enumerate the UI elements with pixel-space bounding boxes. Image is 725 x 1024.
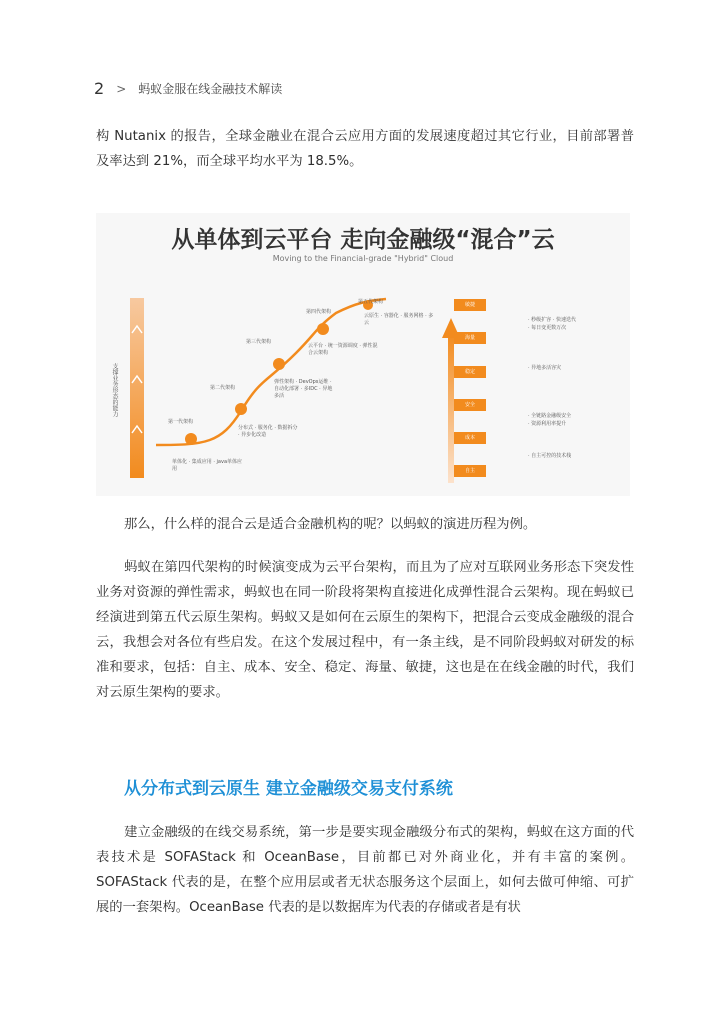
stage-note-1: 单体化 · 集成应用 · java单体应用 bbox=[172, 459, 243, 472]
figure-title: 从单体到云平台 走向金融级“混合”云 bbox=[171, 227, 555, 253]
header-separator: > bbox=[116, 81, 127, 96]
stage-label-3: 第三代架构 bbox=[246, 339, 272, 345]
stage-note-5: 云原生 · 容器化 · 服务网格 · 多云 bbox=[364, 313, 434, 326]
capability-note-2: · 每日变更数万次 bbox=[528, 325, 567, 331]
capability-box-1: 敏捷 bbox=[454, 299, 486, 311]
paragraph-2-text: 那么，什么样的混合云是适合金融机构的呢？以蚂蚁的演进历程为例。 bbox=[124, 517, 537, 532]
stage-label-4: 第四代架构 bbox=[306, 309, 332, 315]
capability-box-2: 海量 bbox=[454, 332, 486, 344]
architecture-evolution-figure bbox=[96, 213, 630, 496]
stage-3-dot bbox=[273, 358, 285, 370]
capability-note-3: · 异地多活容灾 bbox=[528, 365, 562, 371]
page-number: 2 bbox=[94, 79, 105, 98]
stage-note-2: 分布式 · 服务化 · 数据拆分 · 异步化改造 bbox=[238, 425, 298, 438]
stage-label-1: 第一代架构 bbox=[168, 419, 194, 425]
stage-2-dot bbox=[235, 403, 247, 415]
capability-note-6: · 自主可控的技术栈 bbox=[528, 453, 572, 459]
y-axis-label: 支撑业务形态的能力 bbox=[111, 363, 118, 417]
stage-note-4: 云平台 · 统一资源调度 · 弹性混合云架构 bbox=[308, 343, 378, 356]
paragraph-3-text: 蚂蚁在第四代架构的时候演变成为云平台架构，而且为了应对互联网业务形态下突发性业务对资源的弹性需求，蚂蚁也在同一阶段将架构直接进化成弹性混合云架构。现在蚂蚁已经演进到第五代云原生架构。蚂蚁又是如何在云原生的架构下，把混合云变成金融级的混合云，我想会对各位有些启发。在这个发展过程中，有一条主线，是不同阶段蚂蚁对研发的标准和要求，包括：自主、成本、安全、稳定、海量、敏捷，这也是在在线金融的时代，我们对云原生架构的要求。 bbox=[96, 560, 634, 700]
header-title: 蚂蚁金服在线金融技术解读 bbox=[138, 82, 283, 96]
paragraph-4 bbox=[96, 820, 634, 920]
stage-1-dot bbox=[185, 433, 197, 445]
figure-subtitle: Moving to the Financial-grade "Hybrid" Cloud bbox=[272, 254, 454, 263]
capability-note-5: · 资源利用率提升 bbox=[528, 421, 567, 427]
paragraph-4-text: 建立金融级的在线交易系统，第一步是要实现金融级分布式的架构，蚂蚁在这方面的代表技术是 SOFAStack 和 OceanBase，目前都已对外商业化，并有丰富的案例。SOFAStack 代表的是，在整个应用层或者无状态服务这个层面上，如何去做可伸缩、可扩展的一套架构。OceanBase 代表的是以数据库为代表的存储或者是有状 bbox=[96, 825, 634, 915]
stage-4-dot bbox=[317, 323, 329, 335]
capability-box-5: 成本 bbox=[454, 432, 486, 444]
stage-label-5: 第五代架构 bbox=[358, 299, 384, 305]
capability-box-3: 稳定 bbox=[454, 366, 486, 378]
paragraph-1: 构 Nutanix 的报告，全球金融业在混合云应用方面的发展速度超过其它行业，目前部署普及率达到 21%，而全球平均水平为 18.5%。 bbox=[96, 129, 634, 169]
page-header bbox=[94, 79, 282, 98]
capability-note-4: · 全链路金融级安全 bbox=[528, 413, 572, 419]
paragraph-3 bbox=[96, 555, 634, 705]
section-title: 从分布式到云原生 建立金融级交易支付系统 bbox=[124, 779, 453, 799]
capability-box-6: 自主 bbox=[454, 465, 486, 477]
capability-box-4: 安全 bbox=[454, 399, 486, 411]
paragraph-2 bbox=[96, 512, 634, 537]
capability-note-1: · 秒级扩容 · 快速迭代 bbox=[528, 317, 576, 323]
stage-label-2: 第二代架构 bbox=[210, 385, 236, 391]
stage-note-3: 弹性架构 · DevOps运维 · 自动化部署 · 多IDC · 异地多活 bbox=[274, 379, 333, 399]
